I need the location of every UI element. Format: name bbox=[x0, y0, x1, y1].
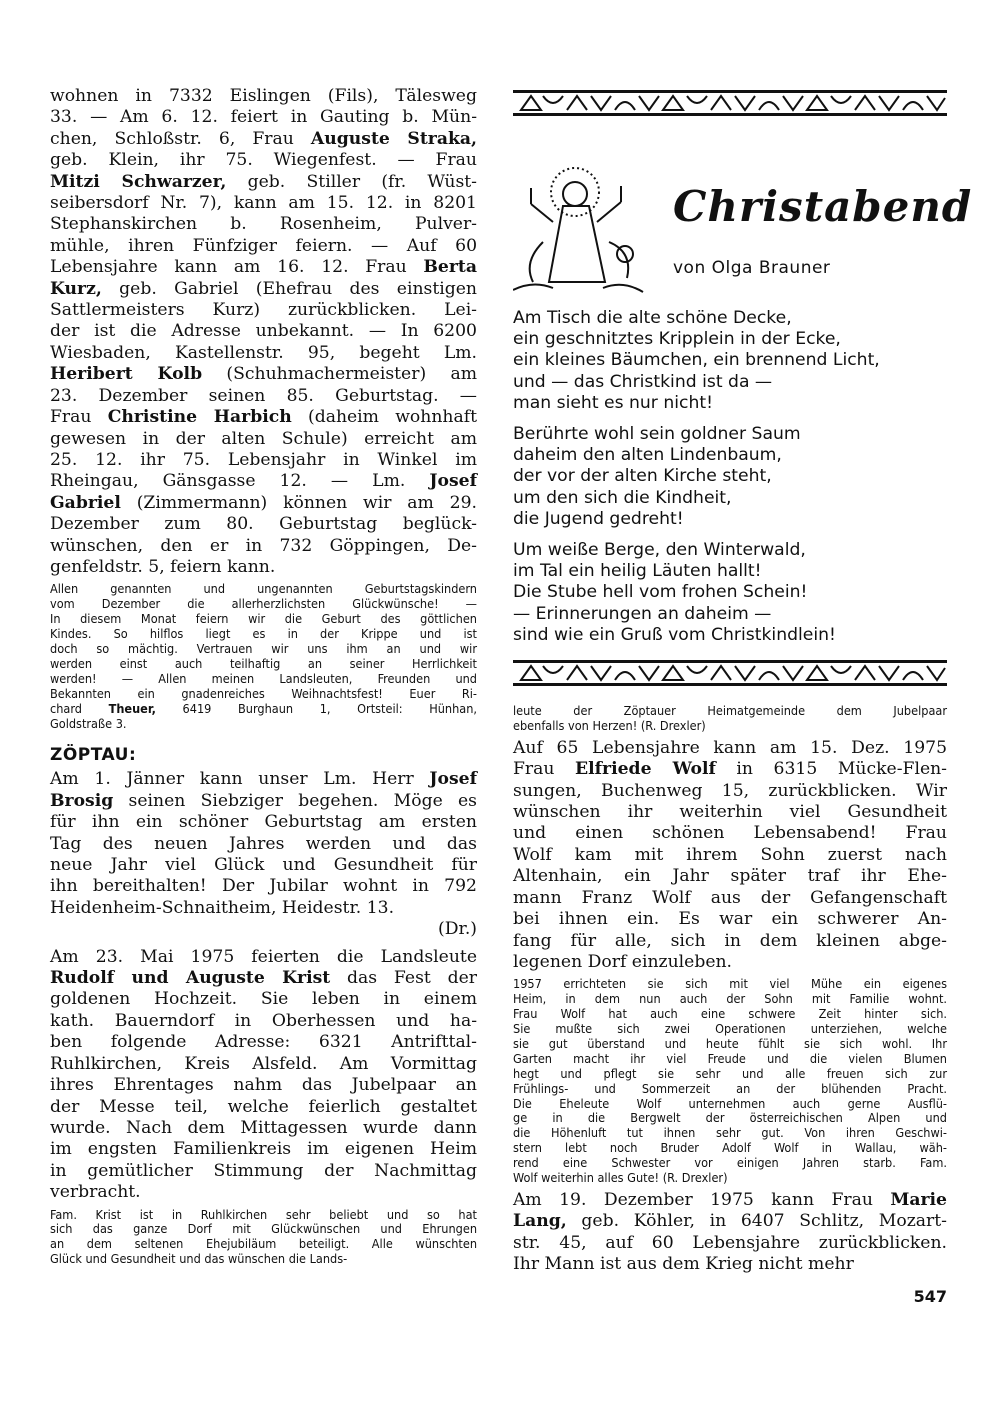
text-line: 25. 12. ihr 75. Lebensjahr in Winkel im bbox=[50, 449, 477, 470]
text-line: leute der Zöptauer Heimatgemeinde dem Jubelpaar bbox=[513, 703, 947, 719]
text-line: seibersdorf Nr. 7), kann am 15. 12. in 8201 bbox=[50, 193, 477, 214]
text-line: an dem seltenen Ehejubiläum beteiligt. Alle wünschten bbox=[50, 1236, 477, 1252]
text-line: für ihn ein schöner Geburtstag am ersten bbox=[50, 812, 477, 833]
text-line: stern lebt noch Bruder Adolf Wolf in Wallau, wäh- bbox=[513, 1140, 947, 1156]
text-line: Rheingau, Gänsgasse 12. — Lm. Josef bbox=[50, 471, 477, 492]
text-line: ihn bereithalten! Der Jubilar wohnt in 792 bbox=[50, 876, 477, 897]
wolf-note bbox=[513, 977, 947, 1186]
text-line: geb. Klein, ihr 75. Wiegenfest. — Frau bbox=[50, 150, 477, 171]
text-line: Kurz, geb. Gabriel (Ehefrau des einstigen bbox=[50, 278, 477, 299]
text-line: ge in die Bergwelt der österreichischen Alpen und bbox=[513, 1110, 947, 1126]
text-line: ebenfalls von Herzen! (R. Drexler) bbox=[513, 717, 706, 733]
text-line: In diesem Monat feiern wir die Geburt des göttlichen bbox=[50, 611, 477, 627]
text-line: sie gut überstand und heute fühlt sie sich wohl. Ihr bbox=[513, 1035, 947, 1051]
text-line: Ruhlkirchen, Kreis Alsfeld. Am Vormittag bbox=[50, 1053, 477, 1074]
poem-stanzas bbox=[513, 308, 947, 646]
text-line: Glück und Gesundheit und das wünschen die Lands- bbox=[50, 1251, 348, 1267]
text-line: und einen schönen Lebensabend! Frau bbox=[513, 823, 947, 844]
greeting-paragraph bbox=[50, 582, 477, 731]
text-line: Am 1. Jänner kann unser Lm. Herr Josef bbox=[50, 769, 477, 790]
text-line: der Messe teil, welche feierlich gestaltet bbox=[50, 1096, 477, 1117]
text-line: chard Theuer, 6419 Burghaun 1, Ortsteil: Hünhan, bbox=[50, 700, 477, 716]
text-line: Heidenheim-Schnaitheim, Heidestr. 13. bbox=[50, 897, 395, 918]
poem-line: man sieht es nur nicht! bbox=[513, 392, 713, 413]
text-line: Frau Elfriede Wolf in 6315 Mücke-Flen- bbox=[513, 759, 947, 780]
text-line: ben folgende Adresse: 6321 Antrifttal- bbox=[50, 1032, 477, 1053]
text-line: vom Dezember die allerherzlichsten Glückwünsche! — bbox=[50, 596, 477, 612]
right-column bbox=[513, 86, 973, 1276]
text-line: gewesen in der alten Schule) erreicht am bbox=[50, 428, 477, 449]
text-line: Dezember zum 80. Geburtstag beglück- bbox=[50, 514, 477, 535]
poem-line: Die Stube hell vom frohen Schein! bbox=[513, 582, 808, 603]
text-line: 33. — Am 6. 12. feiert in Gauting b. Mün- bbox=[50, 107, 477, 128]
text-line: neue Jahr viel Glück und Gesundheit für bbox=[50, 855, 477, 876]
text-line: Die Eheleute Wolf unternehmen auch gerne Ausflü- bbox=[513, 1095, 947, 1111]
text-line: Goldstraße 3. bbox=[50, 715, 127, 731]
text-line: mühle, ihren Fünfziger feiern. — Auf 60 bbox=[50, 235, 477, 256]
text-line: wünschen ihr weiterhin viel Gesundheit bbox=[513, 802, 947, 823]
poem-stanza bbox=[513, 540, 947, 646]
text-line: Wiesbaden, Kastellenstr. 95, begeht Lm. bbox=[50, 342, 477, 363]
text-line: ihres Ehrentages nahm das Jubelpaar an bbox=[50, 1075, 477, 1096]
text-line: Frühlings- und Sommerzeit an der blühenden Pracht. bbox=[513, 1080, 947, 1096]
text-line: bei ihnen ein. Es war ein schwerer An- bbox=[513, 909, 947, 930]
text-line: Kindes. So hilflos liegt es in der Krippe und ist bbox=[50, 626, 477, 642]
text-line: Heim, in dem nun auch der Sohn mit Familie wohnt. bbox=[513, 991, 947, 1007]
poem-line: um den sich die Kindheit, bbox=[513, 487, 732, 508]
text-line: Altenhain, ein Jahr später traf ihr Ehe- bbox=[513, 866, 947, 887]
text-line: Garten macht ihr viel Freude und die vielen Blumen bbox=[513, 1050, 947, 1066]
text-line: im engsten Familienkreis im eigenen Heim bbox=[50, 1139, 477, 1160]
poem-stanza bbox=[513, 424, 947, 530]
text-line: mann Franz Wolf aus der Gefangenschaft bbox=[513, 887, 947, 908]
text-line: Frau Wolf hat auch eine schwere Zeit hinter sich. bbox=[513, 1006, 947, 1022]
poem-line: und — das Christkind ist da — bbox=[513, 371, 773, 392]
signature-dr: (Dr.) bbox=[438, 919, 477, 940]
poem-line: daheim den alten Lindenbaum, bbox=[513, 445, 782, 466]
text-line: chen, Schloßstr. 6, Frau Auguste Straka, bbox=[50, 128, 477, 149]
christmas-angel-icon bbox=[513, 162, 653, 302]
text-line: Stephanskirchen b. Rosenheim, Pulver- bbox=[50, 214, 477, 235]
ornament-border-top-icon bbox=[513, 86, 947, 120]
text-line: wünschen, den er in 732 Göppingen, De- bbox=[50, 535, 477, 556]
poem-header bbox=[513, 120, 973, 302]
text-line: kath. Bauerndorf in Oberhessen und ha- bbox=[50, 1010, 477, 1031]
text-line: goldenen Hochzeit. Sie leben in einem bbox=[50, 989, 477, 1010]
text-line: Lang, geb. Köhler, in 6407 Schlitz, Mozart- bbox=[513, 1211, 947, 1232]
lang-paragraph bbox=[513, 1190, 947, 1276]
text-line: str. 45, auf 60 Lebensjahre zurückblicken. bbox=[513, 1232, 947, 1253]
text-line: Allen genannten und ungenannten Geburtstagskindern bbox=[50, 581, 477, 597]
text-line: doch so mächtig. Vertrauen wir uns ihm an und wir bbox=[50, 640, 477, 656]
text-line: der ist die Adresse unbekannt. — In 6200 bbox=[50, 321, 477, 342]
text-line: sungen, Buchenweg 15, zurückblicken. Wir bbox=[513, 780, 947, 801]
text-line: Gabriel (Zimmermann) können wir am 29. bbox=[50, 492, 477, 513]
poem-line: ein kleines Bäumchen, ein brennend Licht, bbox=[513, 350, 880, 371]
poem-line: die Jugend gedreht! bbox=[513, 508, 684, 529]
left-column bbox=[50, 86, 477, 1267]
poem-line: — Erinnerungen an daheim — bbox=[513, 603, 772, 624]
poem-line: Um weiße Berge, den Winterwald, bbox=[513, 540, 806, 561]
text-line: Am 19. Dezember 1975 kann Frau Marie bbox=[513, 1190, 947, 1211]
text-line: sich das ganze Dorf mit Glückwünschen und Ehrungen bbox=[50, 1221, 477, 1237]
text-line: Bekannten ein gnadenreiches Weihnachtsfest! Euer Ri- bbox=[50, 685, 477, 701]
wolf-paragraph bbox=[513, 738, 947, 973]
poem-line: sind wie ein Gruß vom Christkindlein! bbox=[513, 624, 836, 645]
text-line: Wolf weiterhin alles Gute! (R. Drexler) bbox=[513, 1170, 728, 1186]
birthday-paragraph bbox=[50, 86, 477, 578]
text-line: in gemütlicher Stimmung der Nachmittag bbox=[50, 1160, 477, 1181]
poem-author: von Olga Brauner bbox=[673, 258, 831, 278]
poem-line: Berührte wohl sein goldner Saum bbox=[513, 424, 801, 445]
text-line: Ihr Mann ist aus dem Krieg nicht mehr bbox=[513, 1254, 854, 1275]
text-line: hegt und pflegt sie sehr und alle freuen sich zur bbox=[513, 1065, 947, 1081]
text-line: wurde. Nach dem Mittagessen wurde dann bbox=[50, 1117, 477, 1138]
text-line: Tag des neuen Jahres werden und das bbox=[50, 833, 477, 854]
section-heading-zoeptau: ZÖPTAU: bbox=[50, 745, 137, 766]
krist-paragraph bbox=[50, 947, 477, 1204]
poem-line: im Tal ein heilig Läuten hallt! bbox=[513, 561, 762, 582]
poem-title: Christabend bbox=[673, 182, 973, 231]
text-line: Brosig seinen Siebziger begehen. Möge es bbox=[50, 790, 477, 811]
text-line: Sie mußte sich zwei Operationen unterziehen, welche bbox=[513, 1021, 947, 1037]
text-line: Lebensjahre kann am 16. 12. Frau Berta bbox=[50, 257, 477, 278]
text-line: genfeldstr. 5, feiern kann. bbox=[50, 556, 276, 577]
poem-line: der vor der alten Kirche steht, bbox=[513, 466, 772, 487]
text-line: 23. Dezember seinen 85. Geburtstag. — bbox=[50, 385, 477, 406]
text-line: Heribert Kolb (Schuhmachermeister) am bbox=[50, 364, 477, 385]
brosig-paragraph bbox=[50, 769, 477, 919]
text-line: Fam. Krist ist in Ruhlkirchen sehr beliebt und so hat bbox=[50, 1206, 477, 1222]
ornament-border-bottom-icon bbox=[513, 656, 947, 690]
text-line: Am 23. Mai 1975 feierten die Landsleute bbox=[50, 946, 477, 967]
poem-line: Am Tisch die alte schöne Decke, bbox=[513, 308, 792, 328]
text-line: fang für alle, sich in dem kleinen abge- bbox=[513, 930, 947, 951]
text-line: verbracht. bbox=[50, 1182, 141, 1203]
text-line: werden einst auch teilhaftig an seiner Herrlichkeit bbox=[50, 655, 477, 671]
text-line: legenen Dorf einzuleben. bbox=[513, 951, 733, 972]
poem-line: ein geschnitztes Kripplein in der Ecke, bbox=[513, 329, 841, 350]
krist-note bbox=[50, 1208, 477, 1268]
text-line: Wolf kam mit ihrem Sohn zuerst nach bbox=[513, 844, 947, 865]
text-line: die Höhenluft tut ihnen sehr gut. Von ihren Geschwi- bbox=[513, 1125, 947, 1141]
text-line: wohnen in 7332 Eislingen (Fils), Tälesweg bbox=[50, 86, 477, 106]
drexler-note-krist bbox=[513, 704, 947, 734]
text-line: Mitzi Schwarzer, geb. Stiller (fr. Wüst- bbox=[50, 171, 477, 192]
page-number: 547 bbox=[913, 1287, 947, 1306]
text-line: 1957 errichteten sie sich mit viel Mühe ein eigenes bbox=[513, 976, 947, 992]
text-line: Sattlermeisters Kurz) zurückblicken. Lei- bbox=[50, 300, 477, 321]
text-line: Rudolf und Auguste Krist das Fest der bbox=[50, 968, 478, 989]
text-line: Auf 65 Lebensjahre kann am 15. Dez. 1975 bbox=[513, 737, 947, 758]
text-line: Frau Christine Harbich (daheim wohnhaft bbox=[50, 407, 478, 428]
poem-stanza bbox=[513, 308, 947, 414]
text-line: rend eine Schwester vor einigen Jahren starb. Fam. bbox=[513, 1155, 947, 1171]
text-line: werden! — Allen meinen Landsleuten, Freunden und bbox=[50, 670, 477, 686]
